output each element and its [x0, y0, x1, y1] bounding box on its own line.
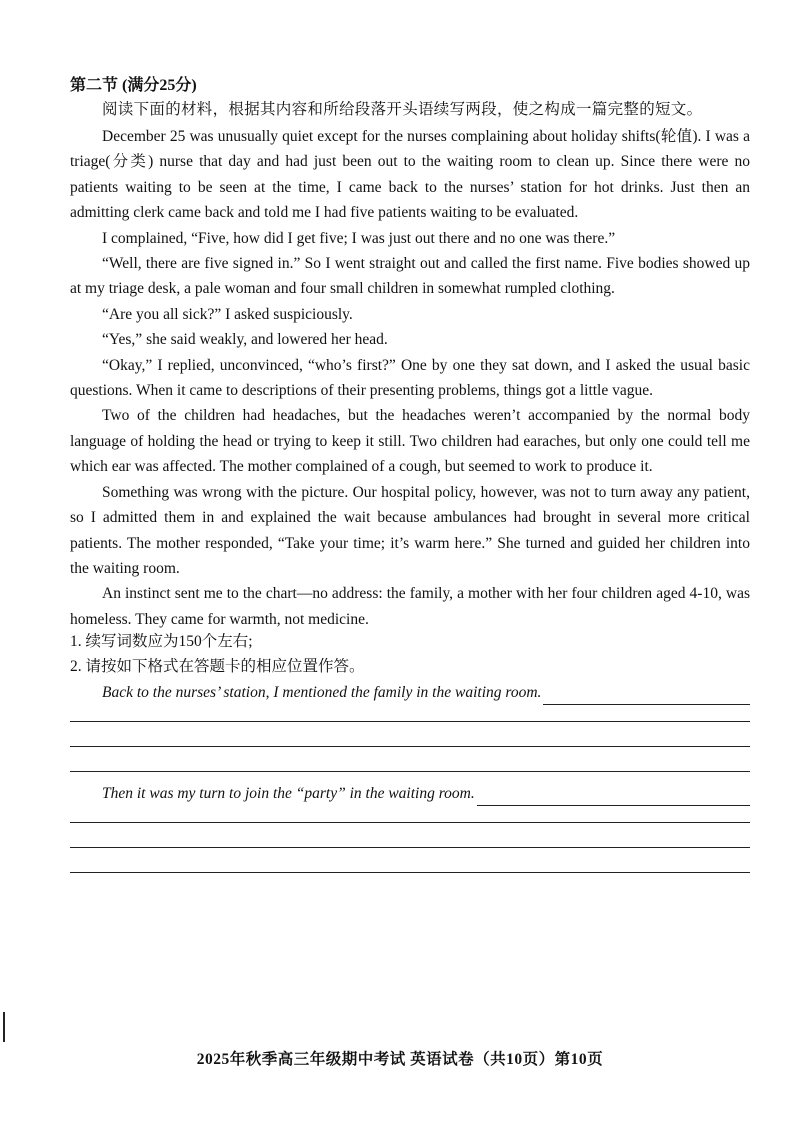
answer-line[interactable]	[70, 721, 750, 722]
continuation-prompt-2	[102, 782, 750, 806]
answer-line[interactable]	[70, 771, 750, 772]
requirement-word-count: 1. 续写词数应为150个左右;	[70, 633, 253, 650]
continuation-prompt-1	[102, 681, 750, 705]
passage-paragraph-3: “Well, there are five signed in.” So I went straight out and called the first name. Five bodies showed up at my triage desk, a pale woman and four small children in somewhat rumpled clothing.	[70, 255, 750, 298]
passage-paragraph-7: Two of the children had headaches, but the headaches weren’t accompanied by the normal body language of holding the head or trying to keep it still. Two children had earaches, but only one could tell me which ear was affected. The mother complained of a cough, but seemed to work to produce it.	[70, 407, 750, 476]
answer-line[interactable]	[70, 872, 750, 873]
answer-line[interactable]	[70, 847, 750, 848]
answer-blank[interactable]	[477, 787, 750, 806]
answer-blank[interactable]	[543, 686, 750, 705]
prompt-2-text: Then it was my turn to join the “party” in the waiting room.	[102, 785, 475, 802]
requirement-format: 2. 请按如下格式在答题卡的相应位置作答。	[70, 658, 365, 675]
reading-passage	[70, 124, 750, 632]
passage-paragraph-8: Something was wrong with the picture. Our hospital policy, however, was not to turn away any patient, so I admitted them in and explained the wait because ambulances had brought in several more critical patients. The mother responded, “Take your time; it’s warm here.” She turned and guided her children into the waiting room.	[70, 483, 750, 577]
margin-mark	[3, 1012, 5, 1042]
passage-paragraph-1: December 25 was unusually quiet except for the nurses complaining about holiday shifts(轮值). I was a triage(分类) nurse that day and had just been out to the waiting room to clean up. Since there were no patients waiting to be seen at the time, I came back to the nurses’ station for hot drinks. Just then an admitting clerk came back and told me I had five patients waiting to be evaluated.	[70, 128, 750, 222]
passage-paragraph-5: “Yes,” she said weakly, and lowered her head.	[102, 331, 388, 349]
passage-paragraph-2: I complained, “Five, how did I get five; I was just out there and no one was there.”	[102, 229, 616, 247]
passage-paragraph-6: “Okay,” I replied, unconvinced, “who’s first?” One by one they sat down, and I asked the usual basic questions. When it came to descriptions of their presenting problems, things got a little vague.	[70, 356, 750, 400]
passage-paragraph-9: An instinct sent me to the chart—no address: the family, a mother with her four children aged 4-10, was homeless. They came for warmth, not medicine.	[70, 585, 750, 628]
section-instruction: 阅读下面的材料，根据其内容和所给段落开头语续写两段，使之构成一篇完整的短文。	[102, 101, 703, 118]
page-footer: 2025年秋季高三年级期中考试 英语试卷（共10页）第10页	[196, 1051, 604, 1068]
answer-line[interactable]	[70, 822, 750, 823]
section-title: 第二节 (满分25分)	[70, 77, 197, 94]
answer-line[interactable]	[70, 746, 750, 747]
prompt-1-text: Back to the nurses’ station, I mentioned the family in the waiting room.	[102, 684, 542, 701]
passage-paragraph-4: “Are you all sick?” I asked suspiciously.	[102, 305, 353, 323]
